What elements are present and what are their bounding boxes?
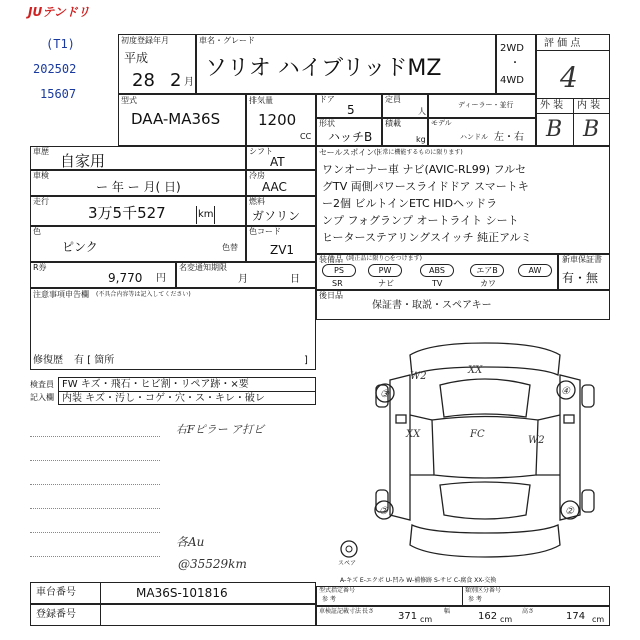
mark-xx-left: XX <box>406 429 421 440</box>
stamp-line-1: (T1) <box>46 37 75 51</box>
notice-day: 日 <box>290 274 300 285</box>
equip-airbag: エアB <box>470 264 504 277</box>
checker-label: 検査員 <box>30 380 54 389</box>
equip-tv: TV <box>432 279 443 288</box>
color-code-value: ZV1 <box>270 243 295 257</box>
usage-label: 車歴 <box>33 147 49 156</box>
exterior-score: B <box>546 117 563 142</box>
score-value: 4 <box>560 61 578 94</box>
recorder-items: 内装 キズ・汚し・コゲ・穴・ス・キレ・破レ <box>62 393 265 404</box>
shape-label: 形状 <box>319 119 335 128</box>
mark-2-left: ② <box>379 506 388 517</box>
width-value: 162 <box>478 611 498 622</box>
sales-line-4: ンプ フォグランプ オートライト シート <box>322 214 519 227</box>
car-name-value: ソリオ ハイブリッドMZ <box>205 56 442 81</box>
equip-navi: ナビ <box>378 279 394 288</box>
mark-w2-right: W2 <box>528 435 545 446</box>
caution-box <box>30 288 316 370</box>
designation-label: 型式指定番号 <box>319 587 356 594</box>
sales-points-label: セールスポイント <box>319 148 383 157</box>
recycle-label: R券 <box>33 263 47 272</box>
model-value: DAA-MA36S <box>131 110 221 128</box>
model-year-label: モデル <box>431 119 452 127</box>
dealer-label: ディーラー・並行 <box>458 101 514 109</box>
chassis-label: 車台番号 <box>36 587 76 598</box>
shape-value: ハッチB <box>328 130 373 144</box>
size-label: 車検証記載寸法 <box>319 608 362 615</box>
width-unit: cm <box>500 615 513 624</box>
spare-tire-icon <box>338 538 360 560</box>
equip-ps: PS <box>322 264 356 277</box>
notice-label: 名変通知期限 <box>179 263 227 272</box>
sales-line-1: ワンオーナー車 ナビ(AVIC-RL99) フルセ <box>322 163 527 176</box>
doors-label: ドア <box>319 95 335 104</box>
fuel-value: ガソリン <box>252 209 301 223</box>
car-name-label: 車名・グレード <box>199 36 255 45</box>
equip-sr: SR <box>332 279 343 288</box>
interior-label: 内 装 <box>577 100 601 111</box>
repair-close: ] <box>304 355 308 366</box>
mark-xx-top: XX <box>468 365 483 376</box>
sales-line-5: ヒーターステアリングスイッチ 純正アルミ <box>322 231 532 244</box>
note-line-2: 各Au <box>176 535 205 549</box>
caution-label: 注意事項申告欄 <box>33 290 89 299</box>
cooler-label: 冷房 <box>249 171 265 180</box>
color-code-label: 色コード <box>249 227 281 236</box>
recycle-value: 9,770 <box>108 271 143 285</box>
note-line-1: 右Fピラー ア打ビ <box>176 423 265 436</box>
capacity-unit: 人 <box>418 107 426 116</box>
capacity-label: 定員 <box>385 95 401 104</box>
logo: JUテンドリ <box>28 5 90 19</box>
chassis-value: MA36S-101816 <box>136 586 228 600</box>
drive-2wd: 2WD <box>500 43 524 54</box>
score-label: 評 価 点 <box>544 38 581 49</box>
recycle-box <box>30 262 176 288</box>
mark-fc: FC <box>470 429 485 440</box>
category-label: 類別区分番号 <box>465 587 502 594</box>
height-label: 高さ <box>522 608 535 615</box>
color-value: ピンク <box>62 240 98 254</box>
equip-pw: PW <box>368 264 402 277</box>
usage-value: 自家用 <box>60 152 106 170</box>
sales-line-2: グTV 両側パワースライドドア スマートキ <box>322 180 529 193</box>
mileage-value: 3万5千527 <box>88 204 166 222</box>
width-label: 幅 <box>444 608 451 615</box>
model-label: 型式 <box>121 96 137 105</box>
mileage-label: 走行 <box>33 197 49 206</box>
length-value: 371 <box>398 611 418 622</box>
aftermarket-label: 後日品 <box>319 291 343 300</box>
cooler-value: AAC <box>262 180 287 194</box>
car-damage-diagram <box>370 325 600 575</box>
exterior-label: 外 装 <box>540 100 564 111</box>
registration-label: 初度登録年月 <box>121 36 169 45</box>
equip-leather: カワ <box>480 279 496 288</box>
sales-points-note: (正常に機能するものに限ります) <box>374 149 463 156</box>
mileage-unit: km <box>198 209 214 220</box>
mark-2-right: ② <box>565 506 574 517</box>
inspection-label: 車検 <box>33 171 49 180</box>
drive-dot: ・ <box>510 58 520 69</box>
registration-month: 2 <box>170 70 182 91</box>
warranty-value: 有・無 <box>562 271 599 285</box>
handle-value: 左・右 <box>494 132 524 143</box>
category-ref: 参 考 <box>468 596 482 603</box>
aftermarket-value: 保証書・取説・スペアキー <box>372 300 492 311</box>
repair-label: 修復歴 <box>33 355 63 366</box>
shift-value: AT <box>270 155 285 169</box>
length-label: 長さ <box>362 608 375 615</box>
cargo-unit: kg <box>416 135 426 144</box>
registration-era: 平成 <box>124 51 149 65</box>
repair-value: 有 [ 箇所 <box>74 355 115 366</box>
note-line-3: @35529km <box>178 557 247 571</box>
registration-month-unit: 月 <box>184 77 194 88</box>
legend: A-キズ E-エクボ U-凹み W-補修跡 S-サビ C-腐食 XX-交換 <box>340 577 497 584</box>
cargo-label: 積載 <box>385 119 401 128</box>
equipment-label: 装備品 <box>319 255 343 264</box>
interior-score: B <box>583 117 600 142</box>
displacement-label: 排気量 <box>249 96 273 105</box>
handle-label: ハンドル <box>460 133 488 141</box>
equip-abs: ABS <box>420 264 454 277</box>
sales-line-3: ー2個 ビルトインETC HIDヘッドラ <box>322 197 498 210</box>
spare-label: スペア <box>338 560 357 567</box>
height-unit: cm <box>592 615 605 624</box>
warranty-label: 新車保証書 <box>562 255 602 264</box>
height-value: 174 <box>566 611 586 622</box>
color-label: 色 <box>33 227 41 236</box>
displacement-value: 1200 <box>258 111 297 129</box>
recorder-label: 記入欄 <box>30 393 54 402</box>
stamp-line-3: 15607 <box>40 87 77 101</box>
shift-label: シフト <box>249 147 273 156</box>
checker-items: FW キズ・飛石・ヒビ割・リペア跡・×要 <box>62 379 249 390</box>
register-label: 登録番号 <box>36 609 76 620</box>
drive-4wd: 4WD <box>500 75 524 86</box>
notice-month: 月 <box>238 274 248 285</box>
recycle-unit: 円 <box>156 273 166 284</box>
color-change-label: 色替 <box>222 243 238 252</box>
inspection-value: ー 年 ー 月( 日) <box>96 180 181 194</box>
equipment-note: (純正品に限り○をつけます) <box>346 255 422 262</box>
doors-value: 5 <box>347 103 355 117</box>
mark-3: ③ <box>380 389 389 400</box>
caution-note: (不具合内容等は記入してください) <box>96 291 191 298</box>
mark-4: ④ <box>561 386 570 397</box>
designation-box <box>316 586 610 606</box>
mark-w2-left: W2 <box>410 371 427 382</box>
length-unit: cm <box>420 615 433 624</box>
equip-aw: AW <box>518 264 552 277</box>
registration-year: 28 <box>132 70 155 91</box>
fuel-label: 燃料 <box>249 197 265 206</box>
designation-ref: 参 考 <box>322 596 336 603</box>
stamp-line-2: 202502 <box>33 62 77 76</box>
displacement-unit: CC <box>300 132 312 141</box>
